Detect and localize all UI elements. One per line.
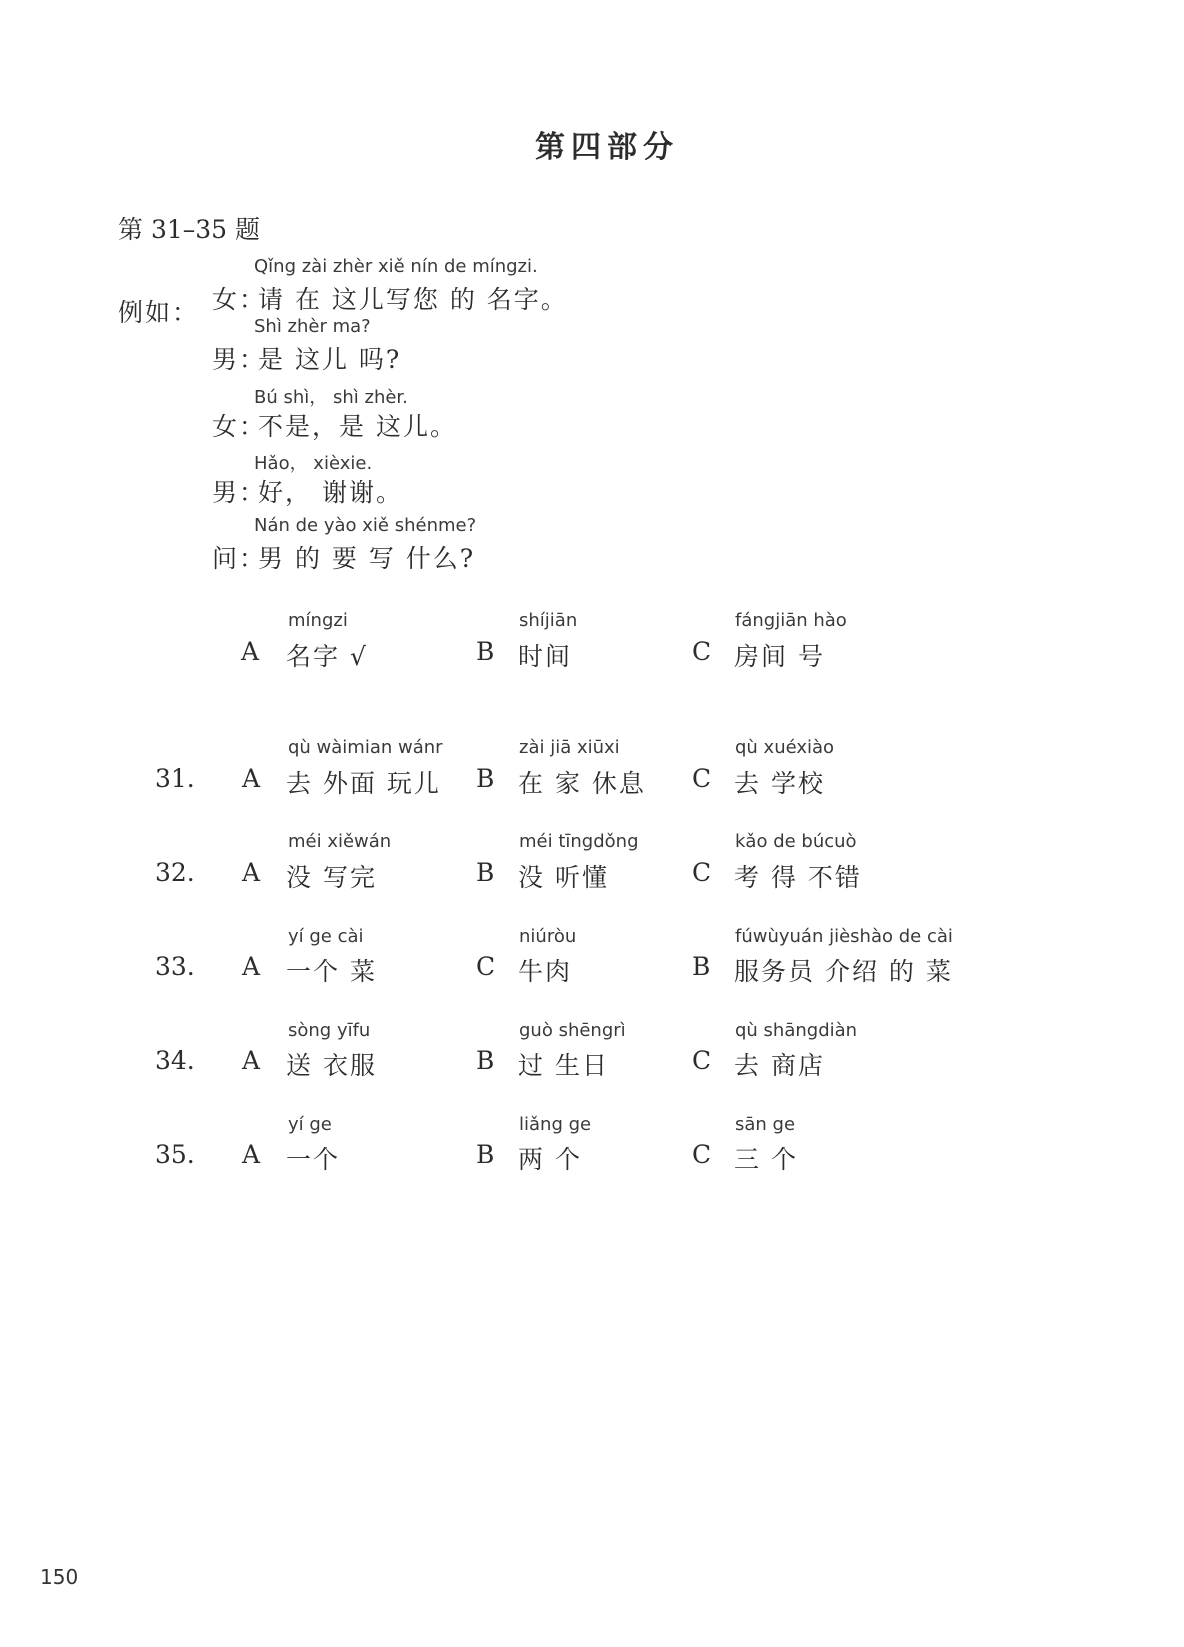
option-letter: B (476, 637, 495, 666)
dialogue-speaker: 男： (212, 345, 267, 374)
option-text: 名字 √ (286, 642, 368, 671)
option-text: 去 学校 (734, 769, 825, 798)
option-letter: A (241, 637, 260, 666)
option-pinyin: niúròu (519, 926, 577, 947)
dialogue-text: 是 这儿 吗? (258, 345, 402, 374)
option-text: 三 个 (734, 1145, 798, 1174)
option-text: 考 得 不错 (734, 863, 862, 892)
dialogue-pinyin: Shì zhèr ma? (254, 316, 371, 337)
option-letter: A (242, 952, 261, 981)
option-pinyin: méi xiěwán (288, 831, 392, 852)
option-letter: C (692, 637, 712, 666)
option-letter: B (476, 1046, 495, 1075)
option-text: 在 家 休息 (518, 769, 646, 798)
option-text: 去 外面 玩儿 (286, 769, 441, 798)
option-text: 牛肉 (518, 957, 573, 986)
option-letter: A (242, 764, 261, 793)
option-text: 一个 (286, 1145, 341, 1174)
option-pinyin: sòng yīfu (288, 1020, 371, 1041)
option-text: 两 个 (518, 1145, 582, 1174)
option-pinyin: qù shāngdiàn (735, 1020, 858, 1041)
option-letter: C (692, 764, 712, 793)
question-number: 33. (155, 952, 195, 981)
dialogue-pinyin: Hǎo， xièxie. (254, 453, 373, 474)
dialogue-pinyin: Qǐng zài zhèr xiě nín de míngzi. (254, 256, 538, 277)
dialogue-text: 请 在 这儿写您 的 名字。 (258, 285, 568, 314)
option-pinyin: liǎng ge (519, 1114, 592, 1135)
option-text: 时间 (518, 642, 573, 671)
option-pinyin: sān ge (735, 1114, 796, 1135)
dialogue-speaker: 女： (212, 285, 267, 314)
dialogue-pinyin: Bú shì， shì zhèr. (254, 387, 408, 408)
question-number: 35. (155, 1140, 195, 1169)
option-pinyin: fángjiān hào (735, 610, 847, 631)
dialogue-text: 男 的 要 写 什么? (258, 544, 476, 573)
option-text: 房间 号 (734, 642, 825, 671)
dialogue-speaker: 女： (212, 412, 267, 441)
dialogue-text: 不是，是 这儿。 (258, 412, 457, 441)
option-text: 送 衣服 (286, 1051, 377, 1080)
dialogue-speaker: 问： (212, 544, 267, 573)
option-pinyin: méi tīngdǒng (519, 831, 639, 852)
option-text: 没 听懂 (518, 863, 609, 892)
option-text: 去 商店 (734, 1051, 825, 1080)
option-pinyin: fúwùyuán jièshào de cài (735, 926, 953, 947)
option-letter: A (242, 858, 261, 887)
question-number: 34. (155, 1046, 195, 1075)
dialogue-pinyin: Nán de yào xiě shénme? (254, 515, 477, 536)
option-text: 服务员 介绍 的 菜 (734, 957, 953, 986)
dialogue-speaker: 男： (212, 478, 267, 507)
option-pinyin: kǎo de búcuò (735, 831, 857, 852)
option-text: 过 生日 (518, 1051, 609, 1080)
question-number: 31. (155, 764, 195, 793)
option-pinyin: yí ge cài (288, 926, 364, 947)
option-text: 没 写完 (286, 863, 377, 892)
example-label: 例如： (118, 298, 200, 327)
option-letter: B (476, 1140, 495, 1169)
option-text: 一个 菜 (286, 957, 377, 986)
option-pinyin: yí ge (288, 1114, 332, 1135)
option-letter: B (476, 858, 495, 887)
option-pinyin: guò shēngrì (519, 1020, 626, 1041)
option-letter: A (242, 1046, 261, 1075)
option-pinyin: míngzi (288, 610, 348, 631)
option-pinyin: shíjiān (519, 610, 578, 631)
option-letter: C (692, 1046, 712, 1075)
question-number: 32. (155, 858, 195, 887)
option-letter: B (692, 952, 711, 981)
page-title: 第四部分 (535, 130, 679, 165)
option-letter: B (476, 764, 495, 793)
dialogue-text: 好， 谢谢。 (258, 478, 403, 507)
option-letter: C (692, 858, 712, 887)
page-number: 150 (40, 1565, 79, 1589)
option-letter: C (476, 952, 496, 981)
option-pinyin: qù wàimian wánr (288, 737, 443, 758)
option-pinyin: zài jiā xiūxi (519, 737, 620, 758)
option-letter: A (242, 1140, 261, 1169)
option-pinyin: qù xuéxiào (735, 737, 835, 758)
section-heading: 第 31–35 题 (118, 215, 261, 244)
option-letter: C (692, 1140, 712, 1169)
